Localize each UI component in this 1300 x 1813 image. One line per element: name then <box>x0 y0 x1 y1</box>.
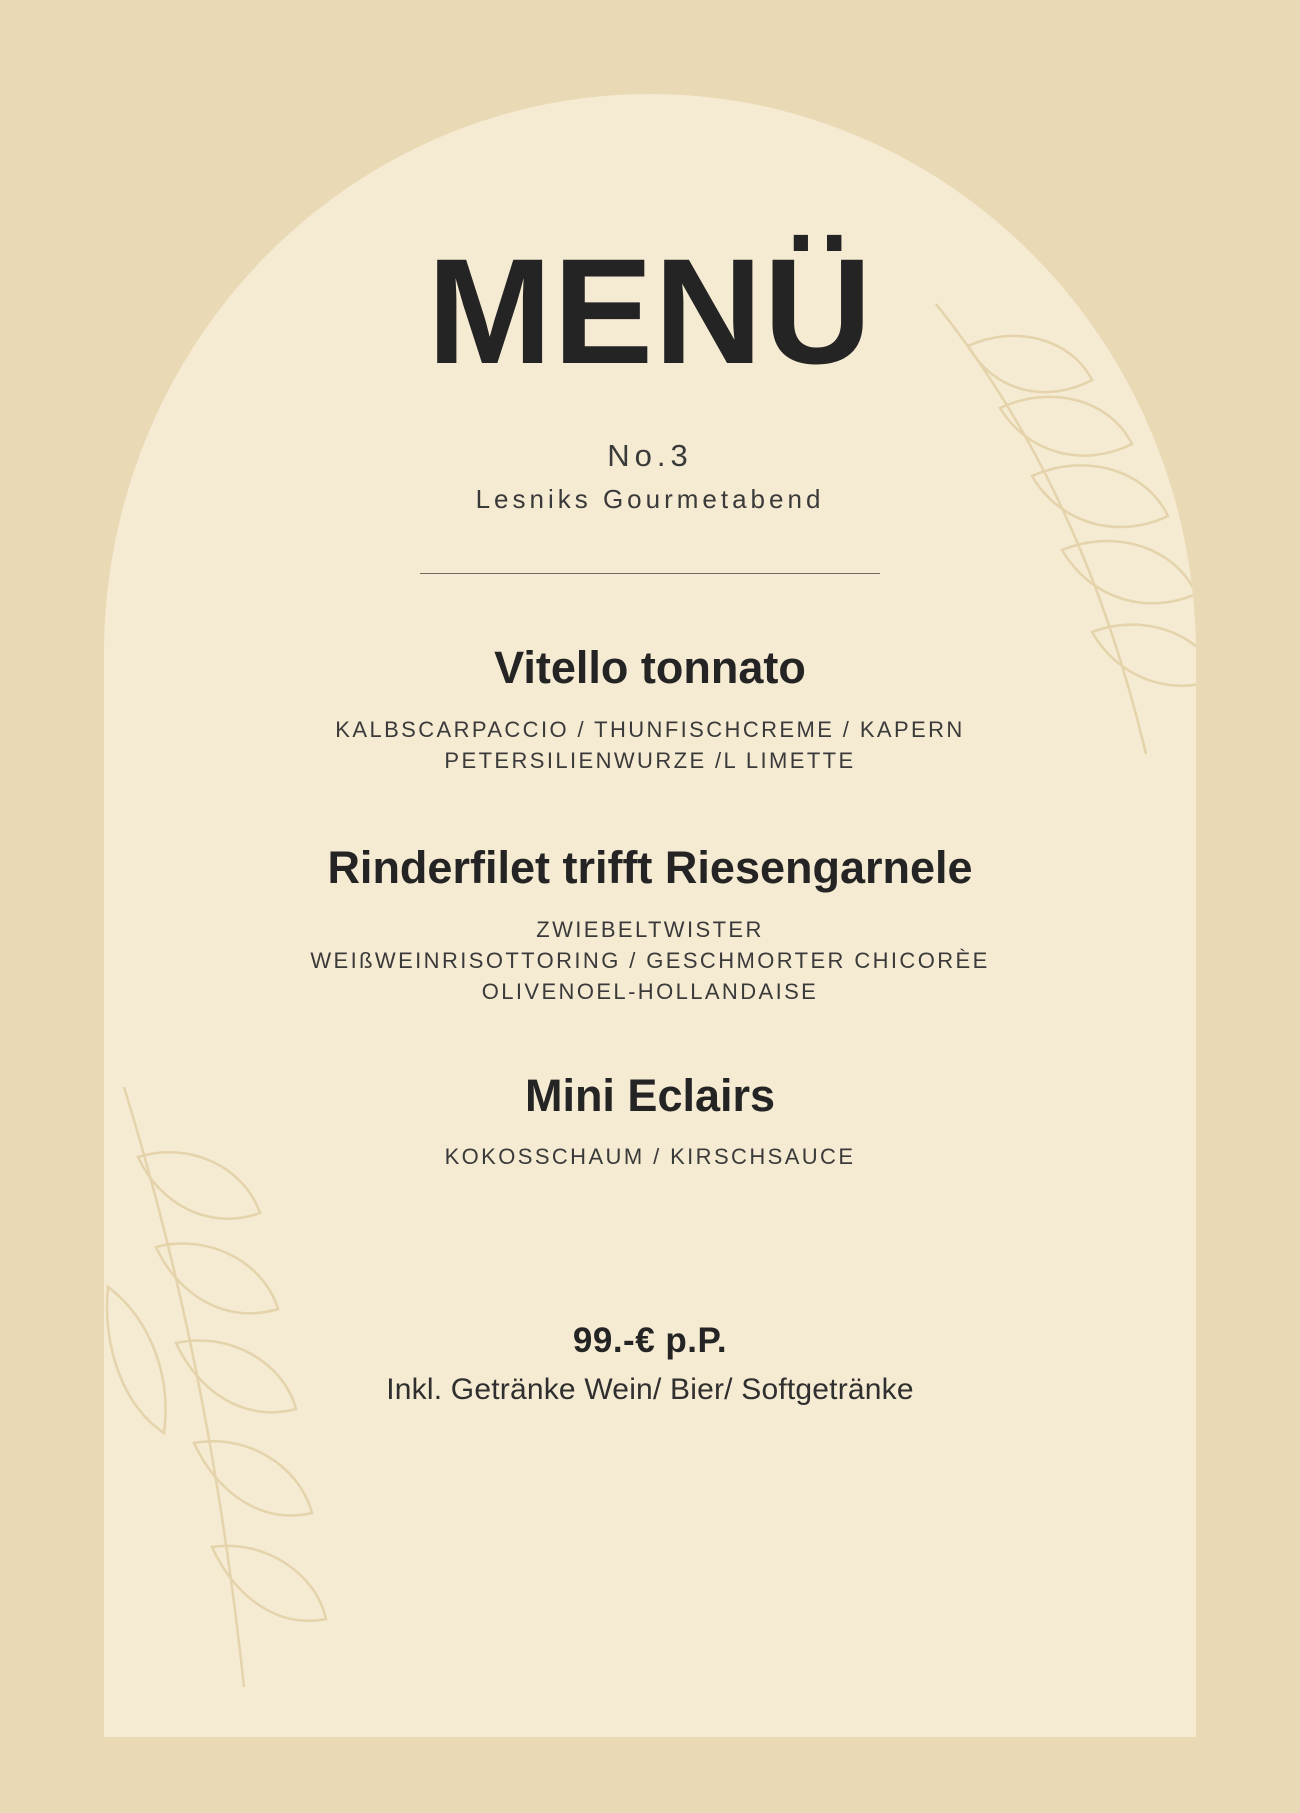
course-description-line: ZWIEBELTWISTER <box>536 916 764 942</box>
course-description-line: WEIßWEINRISOTTORING / GESCHMORTER CHICORÈE <box>310 948 990 974</box>
menu-subtitle: Lesniks Gourmetabend <box>475 484 825 514</box>
course-description-line: KALBSCARPACCIO / THUNFISCHCREME / KAPERN <box>335 716 965 742</box>
course-description-line: PETERSILIENWURZE /L LIMETTE <box>444 747 856 773</box>
course-description-line: OLIVENOEL-HOLLANDAISE <box>481 979 819 1005</box>
price-note: Inkl. Getränke Wein/ Bier/ Softgetränke <box>386 1372 914 1406</box>
price-block <box>104 1321 1196 1407</box>
menu-number: No.3 <box>607 438 693 473</box>
course-description <box>104 914 1196 1008</box>
course-name: Rinderfilet trifft Riesengarnele <box>327 842 973 894</box>
price-value: 99.-€ p.P. <box>572 1320 728 1360</box>
course-item <box>104 842 1196 1007</box>
menu-content <box>104 94 1196 1407</box>
course-description <box>104 1141 1196 1172</box>
course-description <box>104 714 1196 776</box>
divider <box>420 573 880 574</box>
course-item <box>104 642 1196 776</box>
course-description-line: KOKOSSCHAUM / KIRSCHSAUCE <box>444 1144 856 1170</box>
page-title: MENÜ <box>427 227 873 395</box>
menu-card <box>104 94 1196 1737</box>
course-item <box>104 1070 1196 1173</box>
course-name: Mini Eclairs <box>524 1069 776 1121</box>
course-name: Vitello tonnato <box>494 642 806 693</box>
